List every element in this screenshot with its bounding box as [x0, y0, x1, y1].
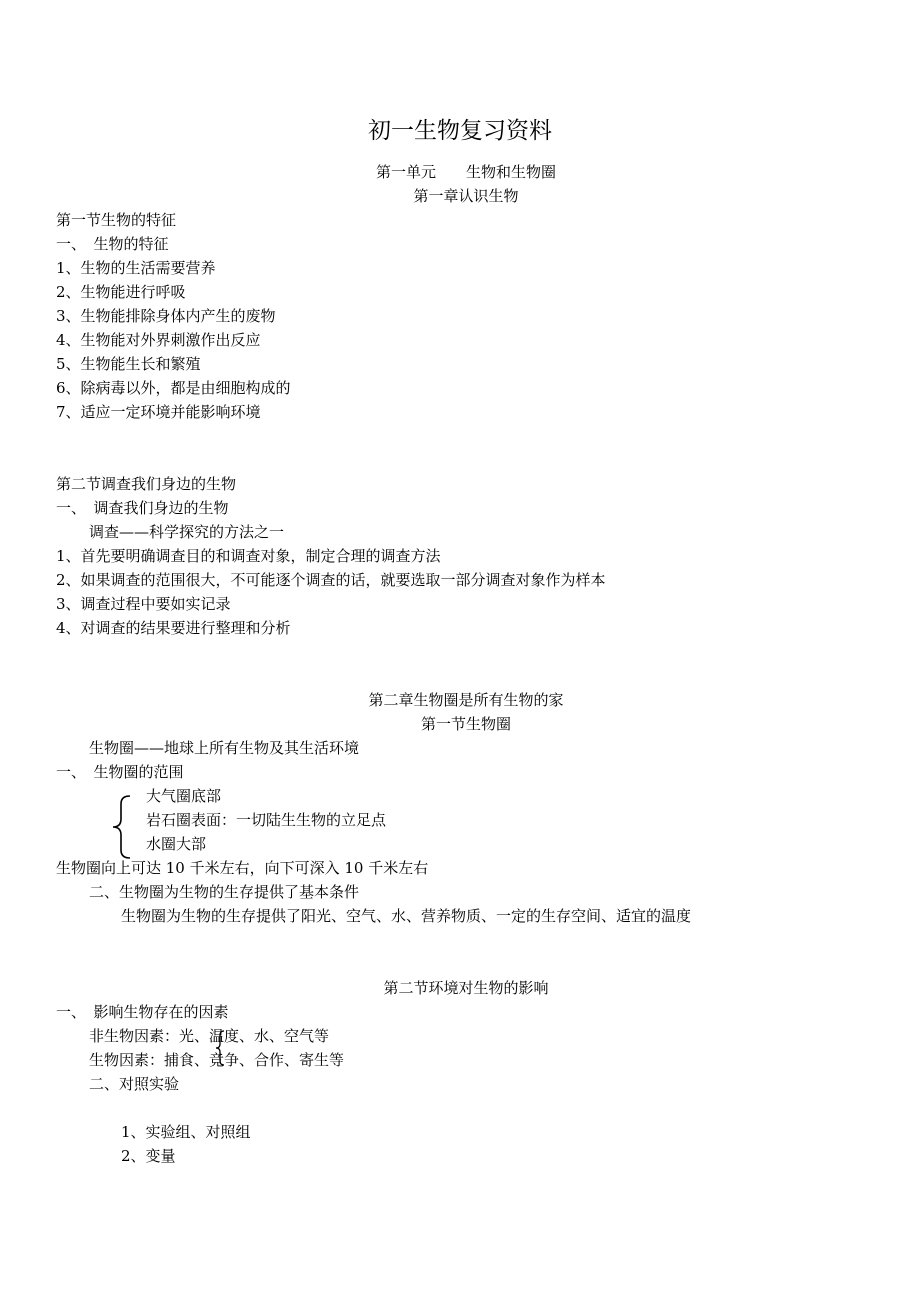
definition: 生物圈——地球上所有生物及其生活环境	[89, 739, 360, 757]
list-item: 3、生物能排除身体内产生的废物	[56, 307, 276, 325]
subheading: 二、对照实验	[89, 1075, 180, 1093]
subheading: 二、生物圈为生物的生存提供了基本条件	[89, 883, 360, 901]
list-item: 6、除病毒以外，都是由细胞构成的	[56, 379, 291, 397]
section-heading: 第二节调查我们身边的生物	[56, 475, 237, 493]
small-brace-icon	[213, 1030, 227, 1066]
section-heading: 第一节生物的特征	[56, 211, 177, 229]
list-item: 2、生物能进行呼吸	[56, 283, 186, 301]
left-brace-icon	[108, 794, 134, 860]
chapter2-heading: 第二章生物圈是所有生物的家	[368, 691, 564, 709]
conditions-text: 生物圈为生物的生存提供了阳光、空气、水、营养物质、一定的生存空间、适宜的温度	[121, 907, 692, 925]
subheading: 一、 调查我们身边的生物	[56, 499, 229, 517]
range-item: 岩石圈表面：一切陆生生物的立足点	[146, 811, 387, 829]
page-title: 初一生物复习资料	[368, 118, 552, 144]
subheading: 一、 生物圈的范围	[56, 763, 184, 781]
list-item: 1、生物的生活需要营养	[56, 259, 216, 277]
experiment-item: 2、变量	[121, 1147, 176, 1165]
list-item: 1、首先要明确调查目的和调查对象，制定合理的调查方法	[56, 547, 441, 565]
experiment-item: 1、实验组、对照组	[121, 1123, 251, 1141]
list-item: 2、如果调查的范围很大，不可能逐个调查的话，就要选取一部分调查对象作为样本	[56, 571, 606, 589]
list-item: 4、对调查的结果要进行整理和分析	[56, 619, 291, 637]
range-item: 大气圈底部	[146, 787, 222, 805]
range-note: 生物圈向上可达 10 千米左右，向下可深入 10 千米左右	[56, 859, 429, 877]
method-note: 调查——科学探究的方法之一	[89, 523, 285, 541]
section-heading: 第二节环境对生物的影响	[383, 979, 549, 997]
subheading: 一、 影响生物存在的因素	[56, 1003, 229, 1021]
factor-item: 非生物因素：光、温度、水、空气等	[89, 1027, 330, 1045]
unit-heading: 第一单元 生物和生物圈	[375, 163, 556, 181]
section-heading: 第一节生物圈	[420, 715, 511, 733]
list-item: 3、调查过程中要如实记录	[56, 595, 231, 613]
chapter1-heading: 第一章认识生物	[413, 187, 519, 205]
range-item: 水圈大部	[146, 835, 207, 853]
list-item: 5、生物能生长和繁殖	[56, 355, 201, 373]
list-item: 4、生物能对外界刺激作出反应	[56, 331, 261, 349]
list-item: 7、适应一定环境并能影响环境	[56, 403, 261, 421]
factor-item: 生物因素：捕食、竞争、合作、寄生等	[89, 1051, 345, 1069]
subheading: 一、 生物的特征	[56, 235, 169, 253]
